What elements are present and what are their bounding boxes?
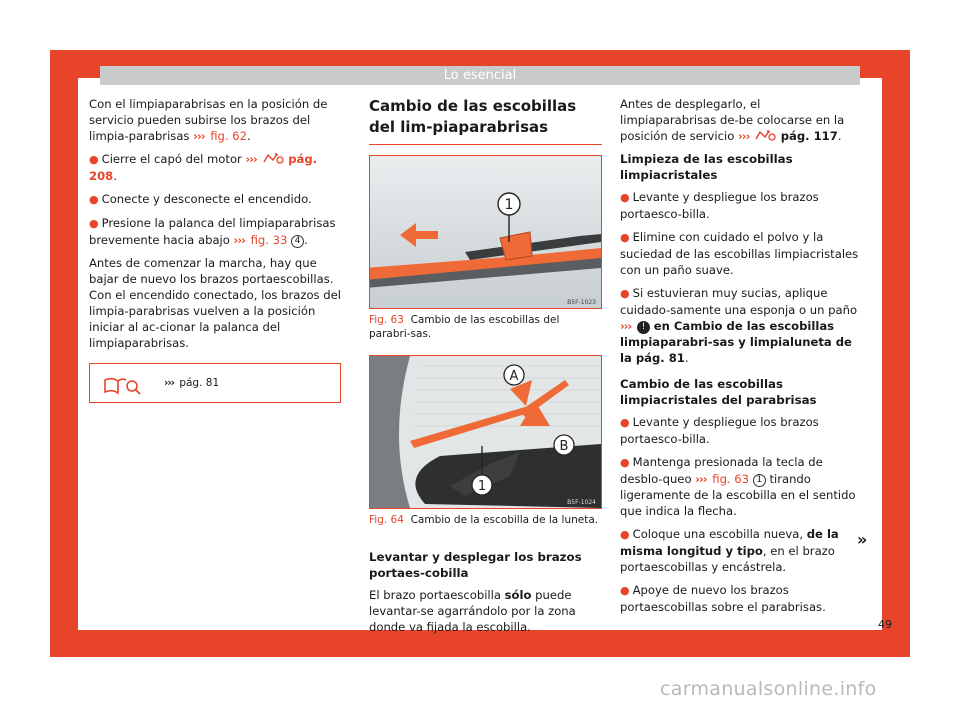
- section-header: Lo esencial: [100, 66, 860, 85]
- fig62-link[interactable]: fig. 62: [210, 129, 247, 143]
- bullet-press-lever: ● Presione la palanca del limpiaparabrisas brevemente hacia abajo ››› fig. 33 4 .: [89, 216, 336, 247]
- reference-arrows: ›››: [620, 319, 632, 333]
- reference-box: [89, 363, 341, 403]
- figure-64-caption: Fig. 64 Cambio de la escobilla de la luneta.: [369, 514, 599, 526]
- bullet-close-hood: ● Cierre el capó del motor ››› pág. 208.: [89, 152, 318, 183]
- bullet-new-blade: ● Coloque una escobilla nueva, de la misma longitud y tipo, en el brazo portaescobillas y encástrela.: [620, 527, 839, 574]
- callout-number: 4: [291, 235, 304, 248]
- bullet-icon: ●: [620, 416, 630, 429]
- figure-code: B5F-1024: [567, 499, 596, 506]
- svg-text:B: B: [559, 439, 569, 454]
- column-left: [89, 96, 341, 403]
- page208-link[interactable]: pág. 208: [89, 152, 318, 183]
- bullet-very-dirty: ● Si estuvieran muy sucias, aplique cuidado-samente una esponja o un paño ››› ! en Cambio de las escobillas limpiaparabri-sas y limpialuneta de la pág. 81.: [620, 286, 858, 365]
- reference-arrows: ›››: [233, 233, 245, 247]
- raise-arms-paragraph: El brazo portaescobilla sólo puede levantar-se agarrándolo por la zona donde va fijada la escobilla.: [369, 588, 576, 634]
- book-reference-icon: [755, 129, 777, 141]
- figure-code: B5F-1023: [567, 299, 596, 306]
- reference-arrows: ›››: [695, 472, 707, 486]
- bullet-icon: ●: [620, 287, 630, 300]
- svg-text:A: A: [509, 369, 519, 384]
- svg-text:1: 1: [504, 197, 514, 213]
- warning-icon: !: [637, 321, 650, 334]
- bullet-icon: ●: [89, 217, 99, 230]
- bullet-icon: ●: [620, 456, 630, 469]
- reference-arrows: ›››: [164, 377, 174, 389]
- figure-63-caption: Fig. 63 Cambio de las escobillas del parabri-sas.: [369, 314, 560, 340]
- watermark: carmanualsonline.info: [660, 678, 877, 700]
- bullet-icon: ●: [89, 153, 99, 166]
- book-reference-icon: [102, 372, 142, 396]
- figure-63: [369, 155, 602, 309]
- bullet-icon: ●: [620, 528, 630, 541]
- book-reference-icon: [263, 152, 285, 164]
- bullet-remove-dust: ● Elimine con cuidado el polvo y la suciedad de las escobillas limpiacristales con un paño suave.: [620, 230, 859, 277]
- fig33-link[interactable]: fig. 33: [250, 233, 288, 247]
- bullet-icon: ●: [89, 193, 99, 206]
- figure-64: [369, 355, 602, 509]
- bullet-release-button: ● Mantenga presionada la tecla de desblo-queo ››› fig. 63 1 tirando ligeramente de la escobilla en el sentido que indica la flecha.: [620, 455, 856, 518]
- svg-text:1: 1: [477, 479, 487, 494]
- bullet-raise-arms-2: ● Levante y despliegue los brazos portaesco-billa.: [620, 415, 819, 446]
- page117-link[interactable]: pág. 117: [780, 129, 838, 143]
- reference-arrows: ›››: [193, 129, 205, 143]
- windshield-wiper-illustration: [370, 156, 601, 308]
- bullet-icon: ●: [620, 584, 630, 597]
- continue-mark: »: [857, 530, 868, 549]
- subheading-cleaning: Limpieza de las escobillas limpiacristales: [620, 152, 793, 182]
- intro-paragraph: Con el limpiaparabrisas en la posición de servicio pueden subirse los brazos del limpia-parabrisas ››› fig. 62.: [89, 97, 328, 143]
- service-position-paragraph: Antes de desplegarlo, el limpiaparabrisas de-be colocarse en la posición de servicio ››› pág. 117.: [620, 97, 845, 143]
- reference-box-text[interactable]: ››› pág. 81: [164, 377, 220, 389]
- reference-arrows: ›››: [245, 152, 257, 166]
- reference-arrows: ›››: [738, 129, 750, 143]
- bullet-icon: ●: [620, 231, 630, 244]
- page-number: 49: [878, 618, 892, 631]
- bullet-ignition: ● Conecte y desconecte el encendido.: [89, 192, 312, 206]
- return-arms-paragraph: Antes de comenzar la marcha, hay que bajar de nuevo los brazos portaescobillas. Con el encendido conectado, los brazos del limpia-parabrisas vuelven a la posición iniciar al ac-cionar la palanca del limpiaparabrisas.: [89, 256, 341, 350]
- rear-wiper-illustration: [370, 356, 601, 508]
- subheading-replace-windshield: Cambio de las escobillas limpiacristales del parabrisas: [620, 377, 817, 407]
- bullet-raise-arms-1: ● Levante y despliegue los brazos portaesco-billa.: [620, 190, 819, 221]
- column-right: [620, 96, 860, 622]
- fig63-link[interactable]: fig. 63: [712, 472, 750, 486]
- bullet-lower-arms: ● Apoye de nuevo los brazos portaescobillas sobre el parabrisas.: [620, 583, 826, 614]
- section-heading: Cambio de las escobillas del lim-piaparabrisas: [369, 96, 602, 145]
- column-middle: [369, 96, 602, 642]
- replacement-section-link[interactable]: en Cambio de las escobillas limpiaparabri-sas y limpialuneta de la pág. 81: [620, 319, 852, 365]
- bullet-icon: ●: [620, 191, 630, 204]
- subheading-raise-arms: Levantar y desplegar los brazos portaes-cobilla: [369, 550, 582, 580]
- callout-number: 1: [753, 474, 766, 487]
